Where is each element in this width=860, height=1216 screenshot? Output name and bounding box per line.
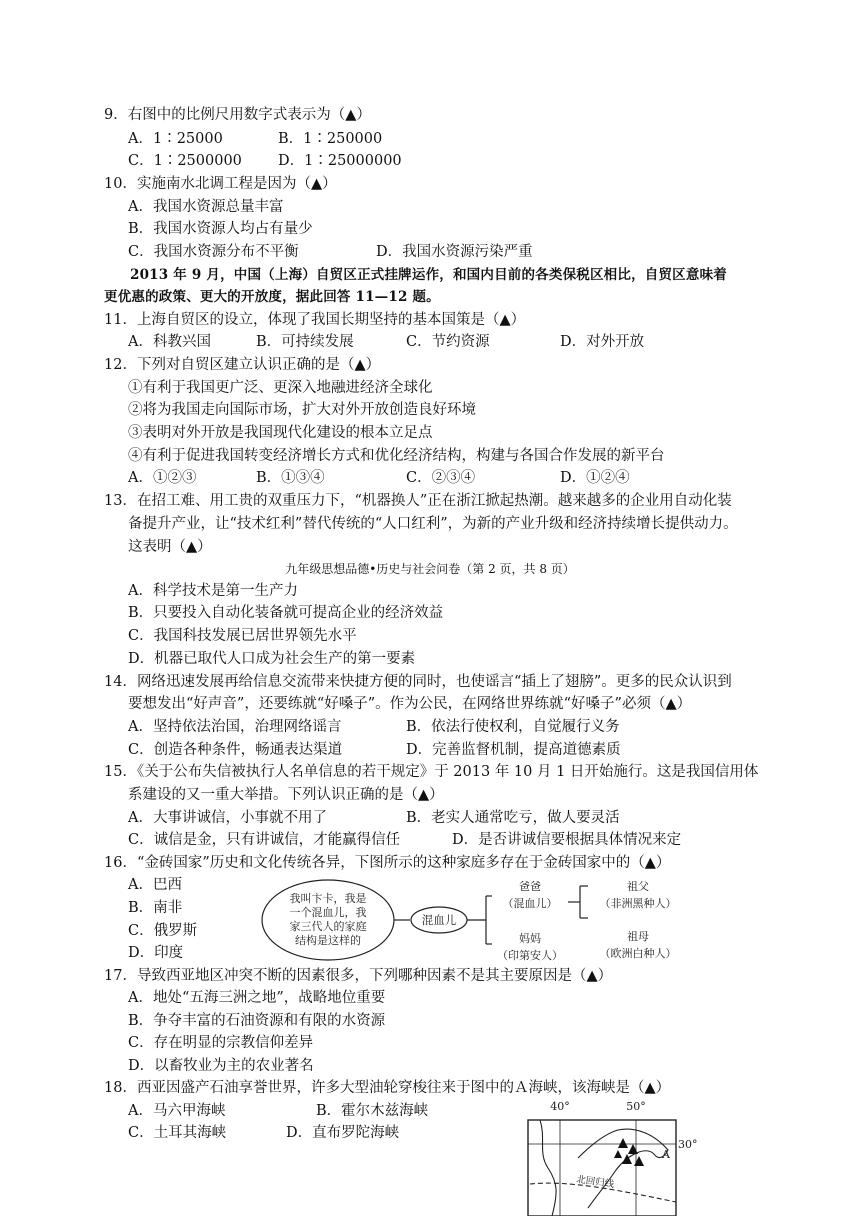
q18-option-b: B．霍尔木兹海峡 xyxy=(316,1103,429,1119)
q12-statement-1: ①有利于我国更广泛、更深入地融进经济全球化 xyxy=(128,380,433,396)
q9-option-a: A．1∶25000 xyxy=(128,131,223,147)
q18-option-d: D．直布罗陀海峡 xyxy=(286,1125,400,1141)
q12-option-c: C．②③④ xyxy=(406,470,476,486)
q12-option-b: B．①③④ xyxy=(256,470,325,486)
q11-option-a: A．科教兴国 xyxy=(128,334,211,350)
grandma-note: （欧洲白种人） xyxy=(599,947,677,960)
q13-stem-line-3: 这表明（▲） xyxy=(128,539,212,555)
q18-stem: 18．西亚因盛产石油享誉世界，许多大型油轮穿梭往来于图中的Ａ海峡，该海峡是（▲） xyxy=(104,1080,671,1096)
grandma-label: 祖母 xyxy=(627,930,649,943)
q18-option-c: C．土耳其海峡 xyxy=(128,1125,227,1141)
q13-stem-line-2: 备提升产业，让“技术红利”替代传统的“人口红利”，为新的产业升级和经济持续增长提供动力。 xyxy=(128,516,738,532)
mom-note: （印第安人） xyxy=(497,949,563,962)
q14-option-d: D．完善监督机制，提高道德素质 xyxy=(406,742,621,758)
q9-option-c: C．1∶2500000 xyxy=(128,153,242,169)
q16-option-d: D．印度 xyxy=(128,945,184,961)
q16-option-b: B．南非 xyxy=(128,900,183,916)
q13-option-c: C．我国科技发展已居世界领先水平 xyxy=(128,628,357,644)
q12-statement-2: ②将为我国走向国际市场，扩大对外开放创造良好环境 xyxy=(128,402,476,418)
q16-option-c: C．俄罗斯 xyxy=(128,923,198,939)
q15-option-c: C．诚信是金，只有讲诚信，才能赢得信任 xyxy=(128,832,401,848)
q14-option-a: A．坚持依法治国，治理网络谣言 xyxy=(128,719,342,735)
q14-option-c: C．创造各种条件，畅通表达渠道 xyxy=(128,742,343,758)
q16-stem: 16．“金砖国家”历史和文化传统各异，下图所示的这种家庭多存在于金砖国家中的（▲） xyxy=(104,855,671,871)
q17-stem: 17．导致西亚地区冲突不断的因素很多，下列哪种因素不是其主要原因是（▲） xyxy=(104,968,613,984)
longitude-label-40: 40° xyxy=(550,1100,570,1113)
mom-label: 妈妈 xyxy=(519,932,541,945)
q13-option-b: B．只要投入自动化装备就可提高企业的经济效益 xyxy=(128,605,444,621)
q17-option-d: D．以畜牧业为主的农业著名 xyxy=(128,1058,314,1074)
q17-option-c: C．存在明显的宗教信仰差异 xyxy=(128,1035,314,1051)
q11-stem: 11．上海自贸区的设立，体现了我国长期坚持的基本国策是（▲） xyxy=(104,312,526,328)
coastline xyxy=(540,1120,556,1216)
q12-option-a: A．①②③ xyxy=(128,470,197,486)
q10-option-c: C．我国水资源分布不平衡 xyxy=(128,244,299,260)
q9-option-b: B．1∶250000 xyxy=(278,131,383,147)
strait-a-label: A xyxy=(662,1148,670,1161)
q10-option-b: B．我国水资源人均占有量少 xyxy=(128,221,313,237)
bubble-line-4: 结构是这样的 xyxy=(295,934,361,947)
latitude-label-30: 30° xyxy=(678,1138,698,1151)
q10-option-a: A．我国水资源总量丰富 xyxy=(128,199,284,215)
q12-statement-3: ③表明对外开放是我国现代化建设的根本立足点 xyxy=(128,425,433,441)
q15-option-b: B．老实人通常吃亏，做人要灵活 xyxy=(406,810,620,826)
q13-option-d: D．机器已取代人口成为社会生产的第一要素 xyxy=(128,651,416,667)
family-diagram xyxy=(258,876,698,966)
q13-stem-line-1: 13．在招工难、用工贵的双重压力下，“机器换人”正在浙江掀起热潮。越来越多的企业用自动化装 xyxy=(104,493,732,509)
center-label: 混血儿 xyxy=(421,913,457,927)
q11-option-c: C．节约资源 xyxy=(406,334,490,350)
oil-field-icon xyxy=(622,1154,632,1164)
oil-field-icon xyxy=(634,1156,644,1166)
bubble-line-3: 家三代人的家庭 xyxy=(289,920,367,933)
page-footer: 九年级思想品德•历史与社会问卷（第 2 页，共 8 页） xyxy=(285,562,575,576)
q11-option-b: B．可持续发展 xyxy=(256,334,354,350)
grandpa-note: （非洲黑种人） xyxy=(599,897,677,910)
q9-option-d: D．1∶25000000 xyxy=(278,153,402,169)
oil-field-icon xyxy=(614,1150,622,1158)
oil-field-icon xyxy=(618,1138,628,1148)
q15-option-a: A．大事讲诚信，小事就不用了 xyxy=(128,810,327,826)
q17-option-a: A．地处“五海三洲之地”，战略地位重要 xyxy=(128,990,386,1006)
q11-option-d: D．对外开放 xyxy=(560,334,645,350)
q15-stem-line-1: 15．《关于公布失信被执行人名单信息的若干规定》于 2013 年 10 月 1 日开始施行。这是我国信用体 xyxy=(104,764,759,780)
bubble-line-1: 我叫卞卡，我是 xyxy=(289,892,367,905)
bubble-line-2: 一个混血儿，我 xyxy=(289,906,367,919)
q16-option-a: A．巴西 xyxy=(128,877,182,893)
map-frame xyxy=(528,1120,676,1216)
q13-option-a: A．科学技术是第一生产力 xyxy=(128,583,298,599)
west-asia-map xyxy=(518,1098,703,1216)
q12-stem: 12．下列对自贸区建立认识正确的是（▲） xyxy=(104,357,381,373)
q14-stem-line-1: 14．网络迅速发展再给信息交流带来快捷方便的同时，也使谣言“插上了翅膀”。更多的民众认识到 xyxy=(104,674,732,690)
q15-stem-line-2: 系建设的又一重大举措。下列认识正确的是（▲） xyxy=(128,787,444,803)
q12-option-d: D．①②④ xyxy=(560,470,630,486)
q14-stem-line-2: 要想发出“好声音”，还要练就“好嗓子”。作为公民，在网络世界练就“好嗓子”必须（▲） xyxy=(128,696,692,712)
q9-stem: 9．右图中的比例尺用数字式表示为（▲） xyxy=(104,107,371,123)
q15-option-d: D．是否讲诚信要根据具体情况来定 xyxy=(452,832,682,848)
q10-stem: 10．实施南水北调工程是因为（▲） xyxy=(104,176,337,192)
q10-option-d: D．我国水资源污染严重 xyxy=(376,244,533,260)
passage-line-2: 更优惠的政策、更大的开放度，据此回答 11—12 题。 xyxy=(104,289,440,305)
passage-line-1: 2013 年 9 月，中国（上海）自贸区正式挂牌运作，和国内目前的各类保税区相比，自贸区意味着 xyxy=(130,267,727,283)
longitude-label-50: 50° xyxy=(626,1100,646,1113)
dad-note: （混血儿） xyxy=(502,897,558,910)
q18-option-a: A．马六甲海峡 xyxy=(128,1103,226,1119)
tropic-label: 北回归线 xyxy=(575,1174,615,1191)
grandpa-label: 祖父 xyxy=(627,880,649,893)
q17-option-b: B．争夺丰富的石油资源和有限的水资源 xyxy=(128,1013,386,1029)
q12-statement-4: ④有利于促进我国转变经济增长方式和优化经济结构，构建与各国合作发展的新平台 xyxy=(128,448,665,464)
q14-option-b: B．依法行使权利，自觉履行义务 xyxy=(406,719,620,735)
dad-label: 爸爸 xyxy=(519,880,541,893)
oil-field-icon xyxy=(628,1144,638,1154)
